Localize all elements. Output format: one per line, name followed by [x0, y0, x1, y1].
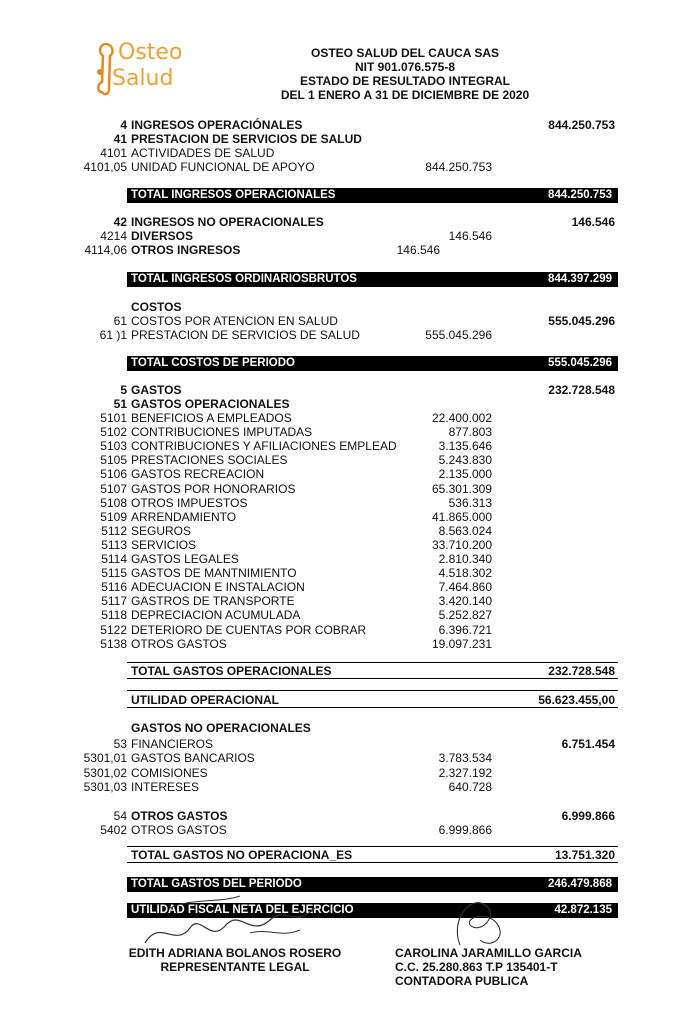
- account-code: 5117: [101, 594, 127, 609]
- section-title: GASTOS NO OPERACIONALES: [131, 721, 311, 735]
- account-code: 5102: [100, 425, 127, 440]
- account-label: FINANCIEROS: [131, 737, 214, 751]
- account-code: 61: [113, 314, 127, 328]
- account-value: 640.728: [448, 780, 492, 794]
- statement-title: ESTADO DE RESULTADO INTEGRAL: [300, 74, 510, 88]
- account-value: 6.999.866: [438, 823, 492, 837]
- total-label: UTILIDAD OPERACIONAL: [131, 693, 279, 707]
- total-value: 555.045.296: [548, 357, 612, 369]
- account-code: 5107: [100, 481, 127, 496]
- subsection-title: PRESTACION DE SERVICIOS DE SALUD: [131, 132, 362, 146]
- account-label: BENEFICIOS A EMPLEADOS: [131, 411, 292, 425]
- account-label: DEPRECIACION ACUMULADA: [131, 608, 301, 623]
- rule-line: [127, 662, 618, 663]
- total-bar: [127, 188, 618, 203]
- rule-line: [127, 690, 618, 691]
- account-value: 555.045.296: [425, 328, 492, 342]
- account-label: SERVICIOS: [131, 537, 197, 552]
- rule-line: [127, 707, 618, 708]
- account-code: 5115: [101, 566, 127, 581]
- subsection-title: GASTOS OPERACIONALES: [131, 397, 290, 411]
- section-title: COSTOS: [131, 300, 182, 314]
- account-code: 5101: [100, 411, 127, 425]
- company-nit: NIT 901.076.575-8: [354, 60, 456, 74]
- rule-line: [127, 846, 618, 847]
- total-value: 56.623.455,00: [538, 693, 615, 707]
- statement-period: DEL 1 ENERO A 31 DE DICIEMBRE DE 2020: [280, 88, 530, 102]
- account-value: 536.313: [448, 495, 492, 510]
- account-value: 3.783.534: [438, 751, 492, 765]
- account-value: 22.400.002: [431, 411, 492, 425]
- account-label: ARRENDAMIENTO: [131, 509, 237, 524]
- total-value: 246.479.868: [548, 878, 612, 890]
- section-total: 555.045.296: [548, 314, 615, 328]
- account-code: 5114: [101, 552, 127, 566]
- total-value: 844.250.753: [548, 189, 612, 201]
- account-label: GASTOS LEGALES: [131, 552, 239, 566]
- account-value: 877.803: [448, 425, 492, 440]
- left-signature-block: [120, 946, 350, 974]
- account-value: 7.464.860: [438, 580, 492, 595]
- account-code: 5106: [100, 467, 127, 482]
- account-value: 2.810.340: [438, 552, 492, 566]
- account-label: OTROS GASTOS: [131, 823, 227, 837]
- total-label: TOTAL COSTOS DE PERIODO: [131, 357, 296, 369]
- account-label: GASTOS POR HONORARIOS: [131, 481, 296, 496]
- account-label: PRESTACIONES SOCIALES: [131, 453, 288, 468]
- account-code: 5: [120, 383, 127, 397]
- account-value: 844.250.753: [425, 160, 492, 174]
- total-label: UTILIDAD FISCAL NETA DEL EJERCICIO: [131, 904, 354, 916]
- signer-name: EDITH ADRIANA BOLANOS ROSERO: [128, 946, 342, 960]
- account-code: 5108: [100, 495, 127, 510]
- account-code: 61 )1: [99, 328, 127, 342]
- account-code: 41: [113, 132, 127, 146]
- account-code: 4: [120, 118, 127, 132]
- company-name: OSTEO SALUD DEL CAUCA SAS: [310, 46, 499, 60]
- account-label: GASTOS RECREACION: [131, 467, 265, 482]
- section-title: GASTOS: [131, 383, 182, 397]
- total-label: TOTAL GASTOS OPERACIONALES: [131, 664, 332, 678]
- account-label: CONTRIBUCIONES Y AFILIACIONES EMPLEAD: [131, 439, 397, 454]
- account-value: 41.865.000: [431, 509, 492, 524]
- account-code: 5105: [100, 453, 127, 468]
- account-label: GASTOS BANCARIOS: [131, 751, 255, 765]
- account-label: OTROS IMPUESTOS: [131, 495, 248, 510]
- section-title: INGRESOS NO OPERACIONALES: [131, 215, 324, 229]
- account-value: 8.563.024: [438, 523, 492, 538]
- account-value: 33.710.200: [431, 537, 492, 552]
- account-value: 2.135.000: [438, 467, 492, 482]
- total-bar: [127, 272, 618, 287]
- account-label: OTROS INGRESOS: [131, 243, 241, 257]
- account-code: 5116: [101, 580, 127, 595]
- total-label: TOTAL GASTOS NO OPERACIONA_ES: [131, 848, 353, 862]
- section-total: 844.250.753: [548, 118, 615, 132]
- account-code: 5109: [100, 509, 127, 524]
- account-value: 3.420.140: [438, 594, 492, 609]
- account-code: 4114,06: [84, 243, 127, 257]
- account-code: 4214: [100, 229, 127, 243]
- account-label: UNIDAD FUNCIONAL DE APOYO: [131, 160, 315, 174]
- account-code: 5301,01: [83, 751, 127, 765]
- account-value: 146.546: [448, 229, 492, 243]
- report-header: [250, 46, 560, 102]
- company-logo: [90, 40, 190, 96]
- account-label: GASTROS DE TRANSPORTE: [131, 594, 295, 609]
- account-code: 5301,02: [83, 765, 127, 780]
- account-code: 5112: [101, 523, 127, 538]
- account-code: 5301,03: [83, 780, 127, 794]
- account-label: CONTRIBUCIONES IMPUTADAS: [131, 425, 313, 440]
- section-total: 232.728.548: [548, 383, 615, 397]
- logo-word-salud: Salud: [112, 66, 174, 91]
- account-code: 51: [113, 397, 127, 411]
- section-total: 6.751.454: [561, 737, 615, 751]
- account-code: 5138: [100, 636, 127, 651]
- account-label: COMISIONES: [131, 765, 208, 780]
- total-label: TOTAL INGRESOS ORDINARIOSBRUTOS: [131, 273, 357, 285]
- account-code: 4101: [100, 146, 127, 160]
- signer-role: CONTADORA PUBLICA: [395, 974, 529, 988]
- total-label: TOTAL INGRESOS OPERACIONALES: [131, 189, 336, 201]
- total-value: 844.397.299: [548, 273, 612, 285]
- account-label: DETERIORO DE CUENTAS POR COBRAR: [131, 622, 367, 637]
- total-bar: [127, 356, 618, 371]
- section-total: 6.999.866: [561, 809, 615, 823]
- signer-id: C.C. 25.280.863 T.P 135401-T: [395, 960, 558, 974]
- account-code: 5118: [101, 608, 127, 623]
- account-code: 42: [113, 215, 127, 229]
- account-value: 6.396.721: [438, 622, 492, 637]
- total-value: 232.728.548: [548, 664, 615, 678]
- account-value: 5.252.827: [438, 608, 492, 623]
- account-label: DIVERSOS: [131, 229, 194, 243]
- rule-line: [127, 678, 618, 679]
- section-title: INGRESOS OPERACIÓNALES: [131, 118, 303, 132]
- logo-word-osteo: Osteo: [118, 40, 183, 65]
- right-signature-block: [395, 946, 625, 988]
- account-code: 54: [113, 809, 127, 823]
- account-label: OTROS GASTOS: [131, 809, 228, 823]
- account-label: ACTIVIDADES DE SALUD: [131, 146, 275, 160]
- account-label: COSTOS POR ATENCION EN SALUD: [131, 314, 338, 328]
- account-label: GASTOS DE MANTNIMIENTO: [131, 566, 297, 581]
- signer-role: REPRESENTANTE LEGAL: [160, 960, 310, 974]
- account-code: 5103: [100, 439, 127, 454]
- account-value: 2.327.192: [438, 765, 492, 780]
- section-total: 146.546: [571, 215, 615, 229]
- account-value: 146.546: [396, 243, 440, 257]
- total-label: TOTAL GASTOS DEL PERIODO: [131, 878, 302, 890]
- account-code: 53: [113, 737, 127, 751]
- account-code: 5113: [101, 537, 127, 552]
- account-code: 5402: [100, 823, 127, 837]
- account-label: INTERESES: [131, 780, 200, 794]
- account-label: PRESTACION DE SERVICIOS DE SALUD: [131, 328, 360, 342]
- account-label: SEGUROS: [131, 523, 192, 538]
- total-value: 13.751.320: [554, 848, 615, 862]
- account-value: 19.097.231: [431, 636, 492, 651]
- account-value: 5.243.830: [438, 453, 492, 468]
- account-code: 4101,05: [83, 160, 127, 174]
- total-value: 42.872.135: [554, 904, 612, 916]
- account-label: ADECUACION E INSTALACION: [131, 580, 305, 595]
- signer-name: CAROLINA JARAMILLO GARCIA: [395, 946, 582, 960]
- account-value: 4.518.302: [438, 566, 492, 581]
- account-value: 3.135.646: [438, 439, 492, 454]
- rule-line: [127, 862, 618, 863]
- account-label: OTROS GASTOS: [131, 636, 227, 651]
- account-value: 65.301.309: [431, 481, 492, 496]
- account-code: 5122: [100, 622, 127, 637]
